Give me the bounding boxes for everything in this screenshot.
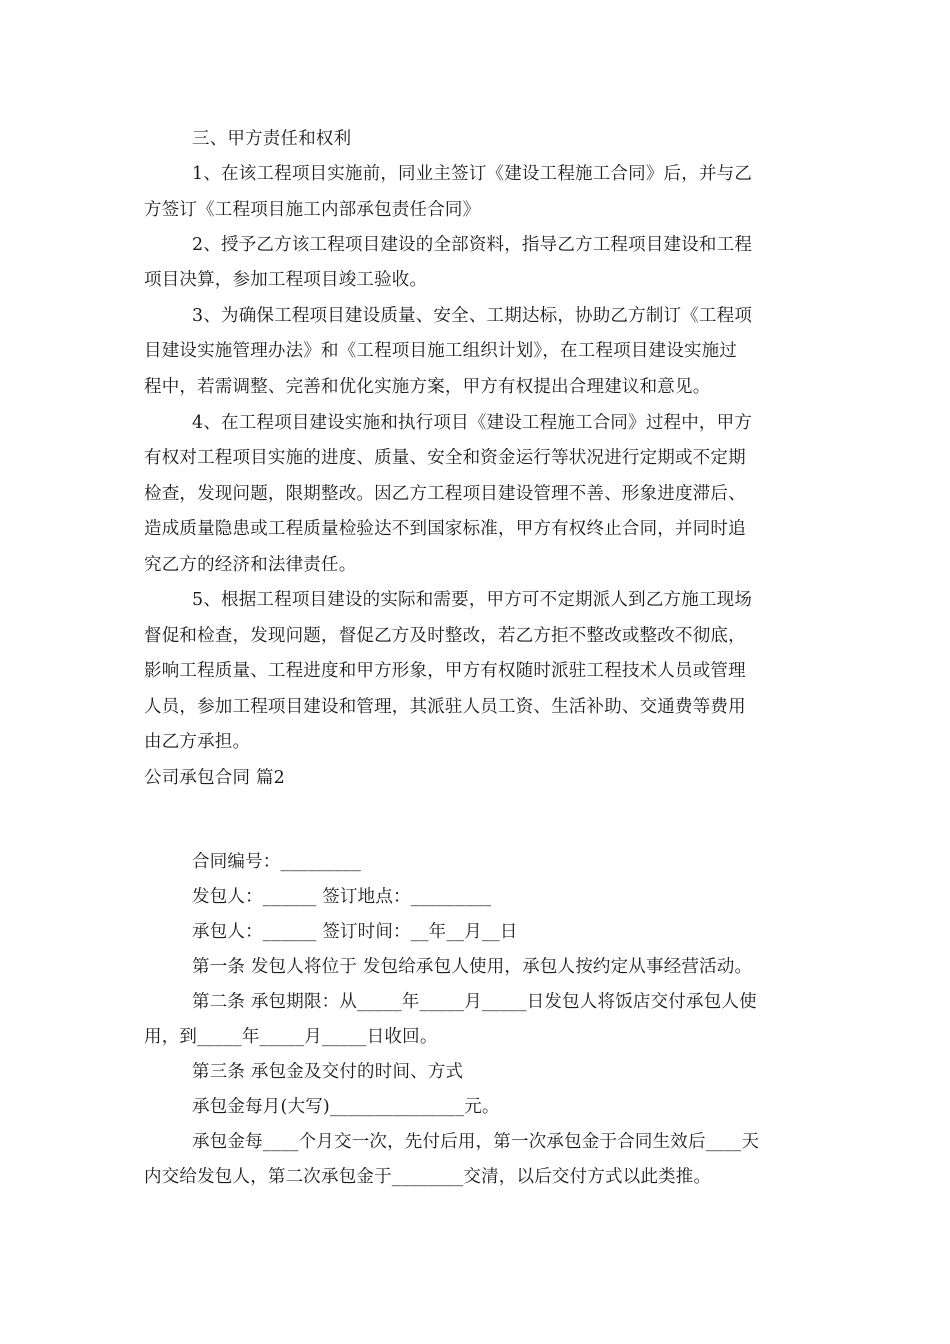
item-1-line-2: 方签订《工程项目施工内部承包责任合同》	[144, 200, 481, 220]
clause-1: 第一条 发包人将位于 发包给承包人使用，承包人按约定从事经营活动。	[192, 957, 753, 977]
item-5-line-2: 督促和检查，发现问题，督促乙方及时整改，若乙方拒不整改或整改不彻底，	[144, 626, 746, 646]
item-5-line-5: 由乙方承担。	[144, 732, 251, 752]
item-4-line-2: 有权对工程项目实施的进度、质量、安全和资金运行等状况进行定期或不定期	[144, 448, 746, 468]
article-title: 公司承包合同 篇2	[144, 768, 285, 788]
payment-line-2: 内交给发包人，第二次承包金于________交清，以后交付方式以此类推。	[144, 1167, 712, 1187]
item-2-line-2: 项目决算，参加工程项目竣工验收。	[144, 270, 428, 290]
contractor-line: 承包人：______ 签订时间：__年__月__日	[192, 922, 518, 942]
section-heading: 三、甲方责任和权利	[192, 129, 352, 149]
item-4-line-1: 4、在工程项目建设实施和执行项目《建设工程施工合同》过程中，甲方	[192, 413, 753, 433]
item-3-line-1: 3、为确保工程项目建设质量、安全、工期达标，协助乙方制订《工程项	[192, 306, 753, 326]
payment-line-1: 承包金每____个月交一次，先付后用，第一次承包金于合同生效后____天	[192, 1132, 760, 1152]
monthly-amount: 承包金每月(大写)_______________元。	[192, 1097, 500, 1117]
clause-2-line-1: 第二条 承包期限：从_____年_____月_____日发包人将饭店交付承包人使	[192, 992, 757, 1012]
issuer-line: 发包人：______ 签订地点：_________	[192, 887, 492, 907]
contract-number: 合同编号：_________	[192, 852, 362, 872]
clause-2-line-2: 用，到_____年_____月_____日收回。	[144, 1027, 438, 1047]
item-5-line-3: 影响工程质量、工程进度和甲方形象，甲方有权随时派驻工程技术人员或管理	[144, 661, 746, 681]
clause-3: 第三条 承包金及交付的时间、方式	[192, 1062, 464, 1082]
item-2-line-1: 2、授予乙方该工程项目建设的全部资料，指导乙方工程项目建设和工程	[192, 235, 753, 255]
item-3-line-3: 程中，若需调整、完善和优化实施方案，甲方有权提出合理建议和意见。	[144, 377, 711, 397]
item-5-line-4: 人员，参加工程项目建设和管理，其派驻人员工资、生活补助、交通费等费用	[144, 697, 746, 717]
item-3-line-2: 目建设实施管理办法》和《工程项目施工组织计划》，在工程项目建设实施过	[144, 341, 738, 361]
item-4-line-3: 检查，发现问题，限期整改。因乙方工程项目建设管理不善、形象进度滞后、	[144, 484, 746, 504]
item-5-line-1: 5、根据工程项目建设的实际和需要，甲方可不定期派人到乙方施工现场	[192, 590, 753, 610]
item-4-line-5: 究乙方的经济和法律责任。	[144, 555, 357, 575]
item-4-line-4: 造成质量隐患或工程质量检验达不到国家标准，甲方有权终止合同，并同时追	[144, 519, 746, 539]
item-1-line-1: 1、在该工程项目实施前，同业主签订《建设工程施工合同》后，并与乙	[192, 164, 753, 184]
